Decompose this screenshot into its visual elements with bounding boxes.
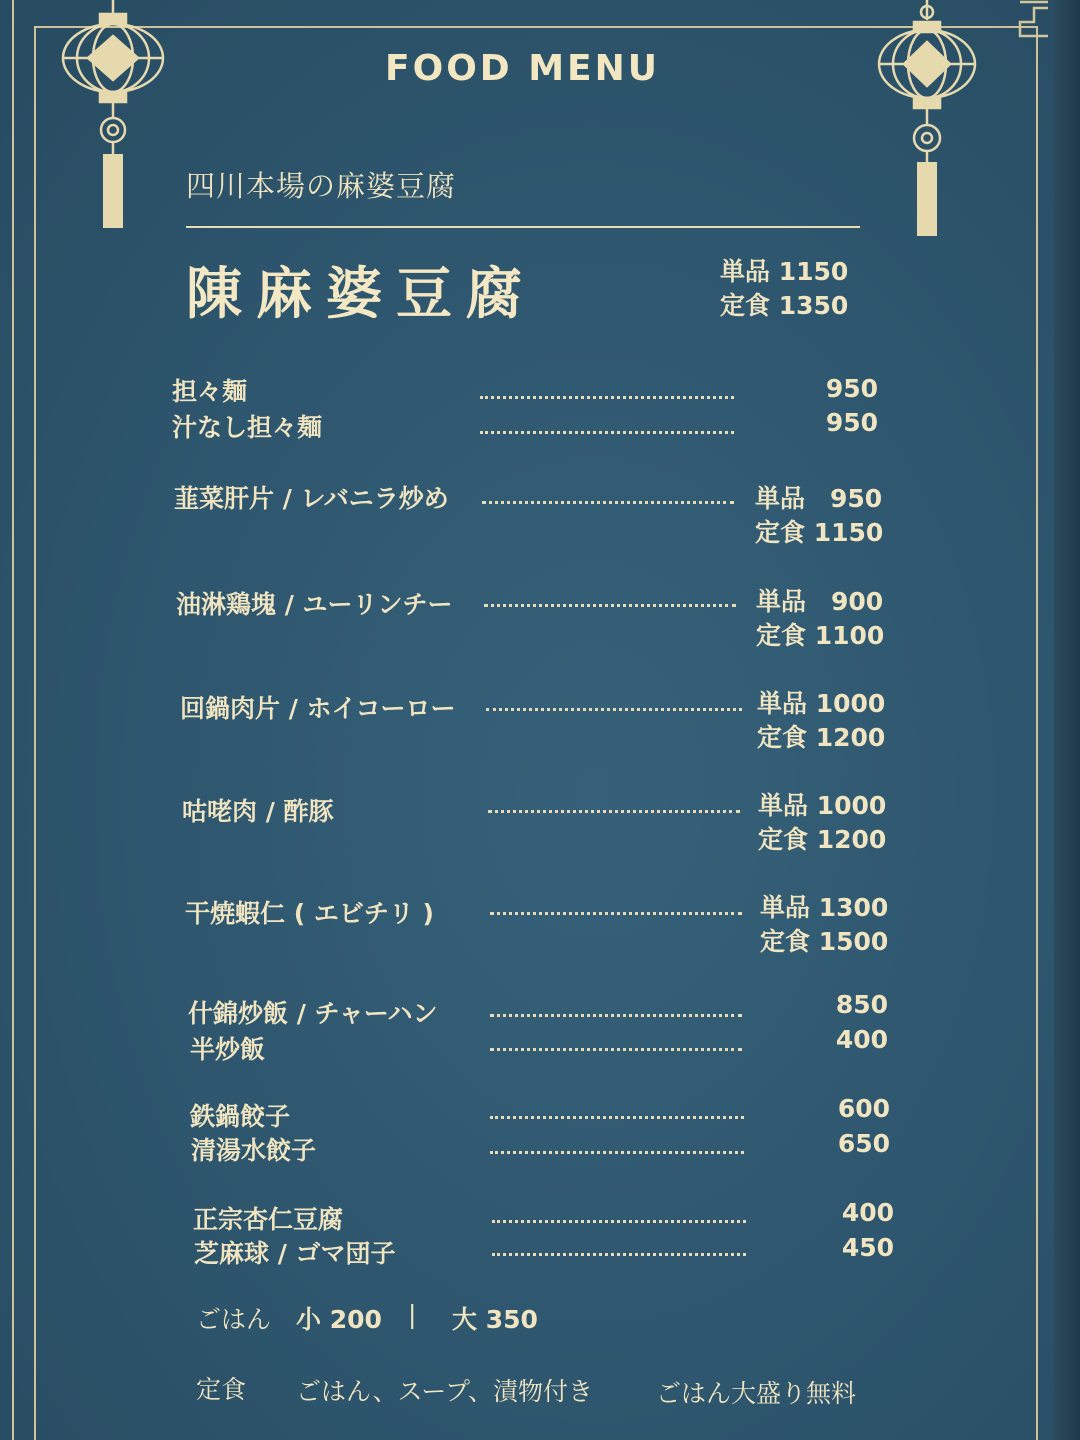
menu-subtitle: 四川本場の麻婆豆腐 [186,169,457,203]
leader-dots [490,1116,744,1119]
menu-item-name: 鉄鍋餃子 [190,1102,291,1131]
set-meal-includes: ごはん、スープ、漬物付き [296,1377,594,1406]
menu-item-price-set: 定食 1100 [756,621,885,650]
menu-item-price-single: 単品 1000 [758,791,887,820]
set-meal-label: 定食 [196,1375,247,1404]
menu-item-name: 什錦炒飯 / チャーハン [188,999,438,1028]
menu-item-price-set: 定食 1200 [758,825,887,854]
menu-item-name: 清湯水餃子 [191,1136,317,1165]
menu-item-price-single: 単品 1300 [760,893,889,922]
leader-dots [492,1220,746,1223]
menu-item-price: 950 [825,374,878,403]
menu-item-name: 芝麻球 / ゴマ団子 [194,1239,396,1268]
leader-dots [492,1253,746,1256]
menu-item-price: 400 [835,1025,888,1054]
leader-dots [482,501,734,504]
leader-dots [490,912,742,915]
menu-item-price-set: 定食 1500 [760,927,889,956]
leader-dots [484,604,736,607]
menu-item-price: 400 [841,1198,894,1227]
featured-dish-name: 陳麻婆豆腐 [186,261,536,327]
menu-item-name: 咕咾肉 / 酢豚 [182,797,334,826]
menu-item-name: 汁なし担々麺 [172,413,323,442]
leader-dots [490,1014,742,1017]
menu-item-price: 850 [835,990,888,1019]
menu-item-price-set: 定食 1150 [755,518,884,547]
rice-small-price: 小 200 [296,1305,382,1334]
leader-dots [480,396,734,399]
rice-separator: | [408,1300,417,1329]
set-meal-note: ごはん大盛り無料 [656,1379,857,1408]
corner-ornament-icon [990,0,1050,38]
menu-item-name: 半炒飯 [190,1035,266,1064]
rice-large-price: 大 350 [452,1305,538,1334]
leader-dots [488,810,740,813]
menu-item-name: 干焼蝦仁 ( エビチリ ) [185,899,434,928]
leader-dots [490,1151,744,1154]
menu-item-price-single: 単品 900 [756,587,884,616]
leader-dots [486,708,742,711]
lantern-icon [58,0,168,232]
lantern-icon [872,0,982,240]
featured-price-set: 定食 1350 [720,291,849,320]
menu-item-name: 回鍋肉片 / ホイコーロー [180,694,456,723]
featured-price-single: 単品 1150 [720,257,849,286]
leader-dots [480,431,734,434]
menu-item-name: 担々麺 [172,377,248,406]
menu-item-name: 油淋鶏塊 / ユーリンチー [176,590,453,619]
menu-item-price-single: 単品 950 [755,484,883,513]
menu-item-name: 韮菜肝片 / レバニラ炒め [174,484,449,513]
menu-item-price: 450 [841,1233,894,1262]
menu-item-price: 950 [825,408,878,437]
leader-dots [490,1048,742,1051]
menu-item-price-set: 定食 1200 [757,723,886,752]
menu-item-price-single: 単品 1000 [757,689,886,718]
menu-item-price: 650 [837,1129,890,1158]
rice-label: ごはん [196,1305,272,1334]
menu-item-price: 600 [837,1094,890,1123]
menu-title: FOOD MENU [385,48,660,89]
page-edge-shadow [1054,0,1080,1440]
divider-line [186,226,860,228]
menu-item-name: 正宗杏仁豆腐 [193,1205,344,1234]
